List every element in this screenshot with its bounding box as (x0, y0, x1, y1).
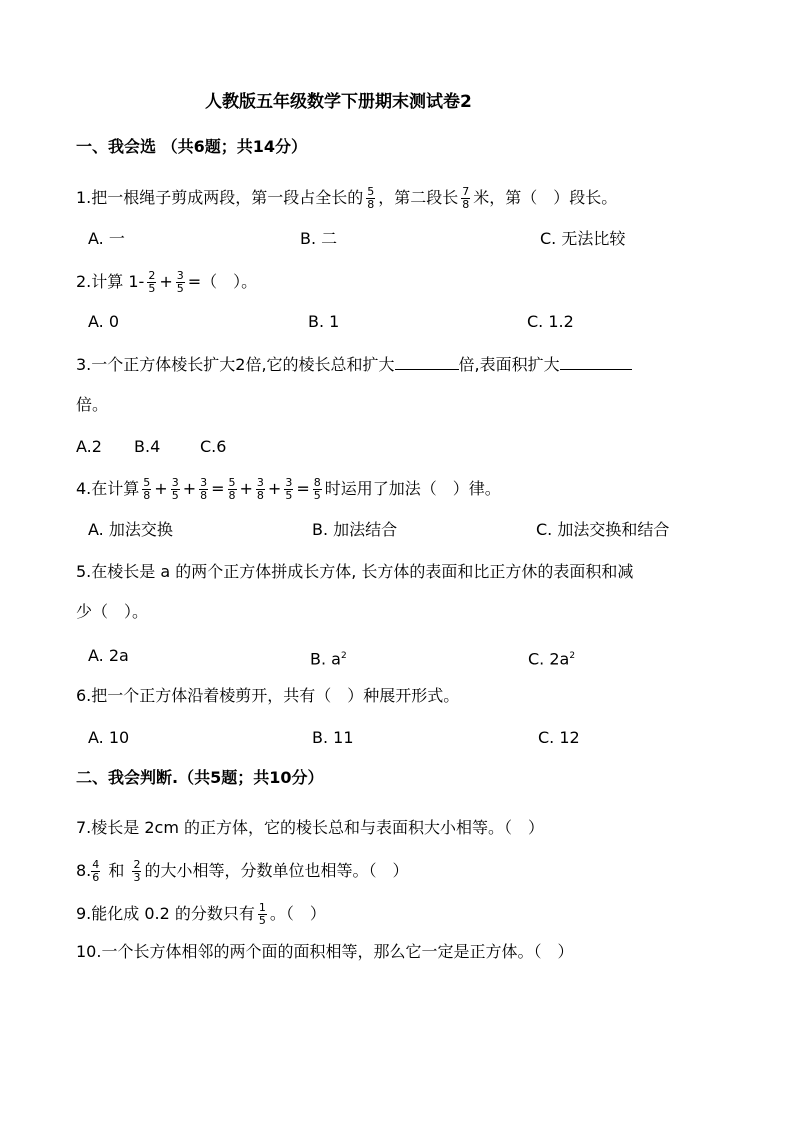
q5-text-b: 少（ ）。 (76, 602, 149, 621)
question-8 (76, 859, 734, 884)
q4-plus-2: + (182, 479, 197, 498)
q4-fraction-3: $\frac{3}{8}$ (200, 476, 208, 502)
question-7: 7.棱长是 2cm 的正方体，它的棱长总和与表面积大小相等。（ ） (76, 818, 545, 837)
q4-fraction-2: $\frac{3}{5}$ (171, 476, 179, 502)
question-5: 5.在棱长是 a 的两个正方体拼成长方体, 长方体的表面和比正方休的表面积和减 (76, 562, 634, 581)
q6-option-c[interactable]: C. 12 (538, 728, 580, 747)
q1-option-c[interactable]: C. 无法比较 (540, 229, 626, 248)
q2-text-c: =（ ）。 (187, 272, 258, 291)
q2-fraction-1: $\frac{2}{5}$ (148, 269, 156, 295)
q4-text-c: 时运用了加法（ ）律。 (324, 479, 501, 498)
q6-option-a[interactable]: A. 10 (88, 728, 130, 747)
q9-text-c: 。（ ） (269, 904, 326, 923)
q3-blank-1[interactable] (395, 355, 459, 370)
question-10: 10.一个长方体相邻的两个面的面积相等，那么它一定是正方体。（ ） (76, 942, 574, 961)
question-9 (76, 902, 734, 927)
section-heading-choice: 一、我会选 （共6题；共14分） (76, 137, 307, 156)
q3-option-a[interactable]: A.2 (76, 437, 102, 456)
q1-option-b[interactable]: B. 二 (300, 229, 338, 248)
page-title: 人教版五年级数学下册期末测试卷2 (205, 92, 472, 112)
q9-fraction: $\frac{1}{5}$ (258, 901, 266, 927)
q2-option-b[interactable]: B. 1 (308, 312, 340, 331)
q4-fraction-5: $\frac{3}{8}$ (256, 476, 264, 502)
q4-equals-2: = (296, 479, 310, 498)
q4-fraction-7: $\frac{8}{5}$ (313, 476, 321, 502)
q4-fraction-6: $\frac{3}{5}$ (285, 476, 293, 502)
q1-fraction-2: $\frac{7}{8}$ (462, 185, 470, 211)
q2-option-c[interactable]: C. 1.2 (527, 312, 574, 331)
q1-fraction-1: $\frac{5}{8}$ (367, 185, 375, 211)
q1-text-a: 1.把一根绳子剪成两段，第一段占全长的 (76, 188, 364, 207)
q3-blank-2[interactable] (560, 355, 632, 370)
question-6: 6.把一个正方体沿着棱剪开，共有（ ）种展开形式。 (76, 686, 460, 705)
q2-plus: + (159, 272, 173, 291)
q8-and: 和 (108, 861, 125, 880)
q4-plus-4: + (267, 479, 282, 498)
q1-option-a[interactable]: A. 一 (88, 229, 125, 248)
section-heading-judge: 二、我会判断.（共5题；共10分） (76, 768, 324, 787)
q6-option-b[interactable]: B. 11 (312, 728, 354, 747)
q5-option-a[interactable]: A. 2a (88, 646, 129, 665)
q2-fraction-2: $\frac{3}{5}$ (176, 269, 184, 295)
q4-option-a[interactable]: A. 加法交换 (88, 520, 173, 539)
q4-fraction-4: $\frac{5}{8}$ (228, 476, 236, 502)
q5-option-c[interactable]: C. $2a^2$ (528, 649, 576, 669)
q9-text-a: 9.能化成 0.2 的分数只有 (76, 904, 255, 923)
question-2 (76, 270, 734, 295)
q1-text-b: ，第二段长 (378, 188, 459, 207)
question-3 (76, 355, 734, 375)
q4-plus-3: + (239, 479, 253, 498)
q4-equals-1: = (211, 479, 225, 498)
q5-option-b[interactable]: B. $a^2$ (310, 649, 347, 669)
q8-text-c: 的大小相等，分数单位也相等。（ ） (144, 861, 409, 880)
q4-fraction-1: $\frac{5}{8}$ (143, 476, 151, 502)
q3-option-c[interactable]: C.6 (200, 437, 227, 456)
q4-text-a: 4.在计算 (76, 479, 140, 498)
q2-text-a: 2.计算 1- (76, 272, 145, 291)
q3-option-b[interactable]: B.4 (134, 437, 161, 456)
q3-text-c: 倍。 (76, 395, 109, 414)
q8-fraction-1: $\frac{4}{6}$ (92, 858, 100, 884)
q8-fraction-2: $\frac{2}{3}$ (133, 858, 141, 884)
q4-option-c[interactable]: C. 加法交换和结合 (536, 520, 670, 539)
question-4 (76, 477, 734, 502)
q1-text-c: 米，第（ ）段长。 (473, 188, 618, 207)
q8-text-a: 8. (76, 861, 92, 880)
question-1 (76, 186, 734, 211)
q4-plus-1: + (154, 479, 168, 498)
q3-text-a: 3.一个正方体棱长扩大2倍,它的棱长总和扩大 (76, 355, 395, 374)
q4-option-b[interactable]: B. 加法结合 (312, 520, 398, 539)
q3-text-b: 倍,表面积扩大 (458, 355, 560, 374)
q2-option-a[interactable]: A. 0 (88, 312, 120, 331)
